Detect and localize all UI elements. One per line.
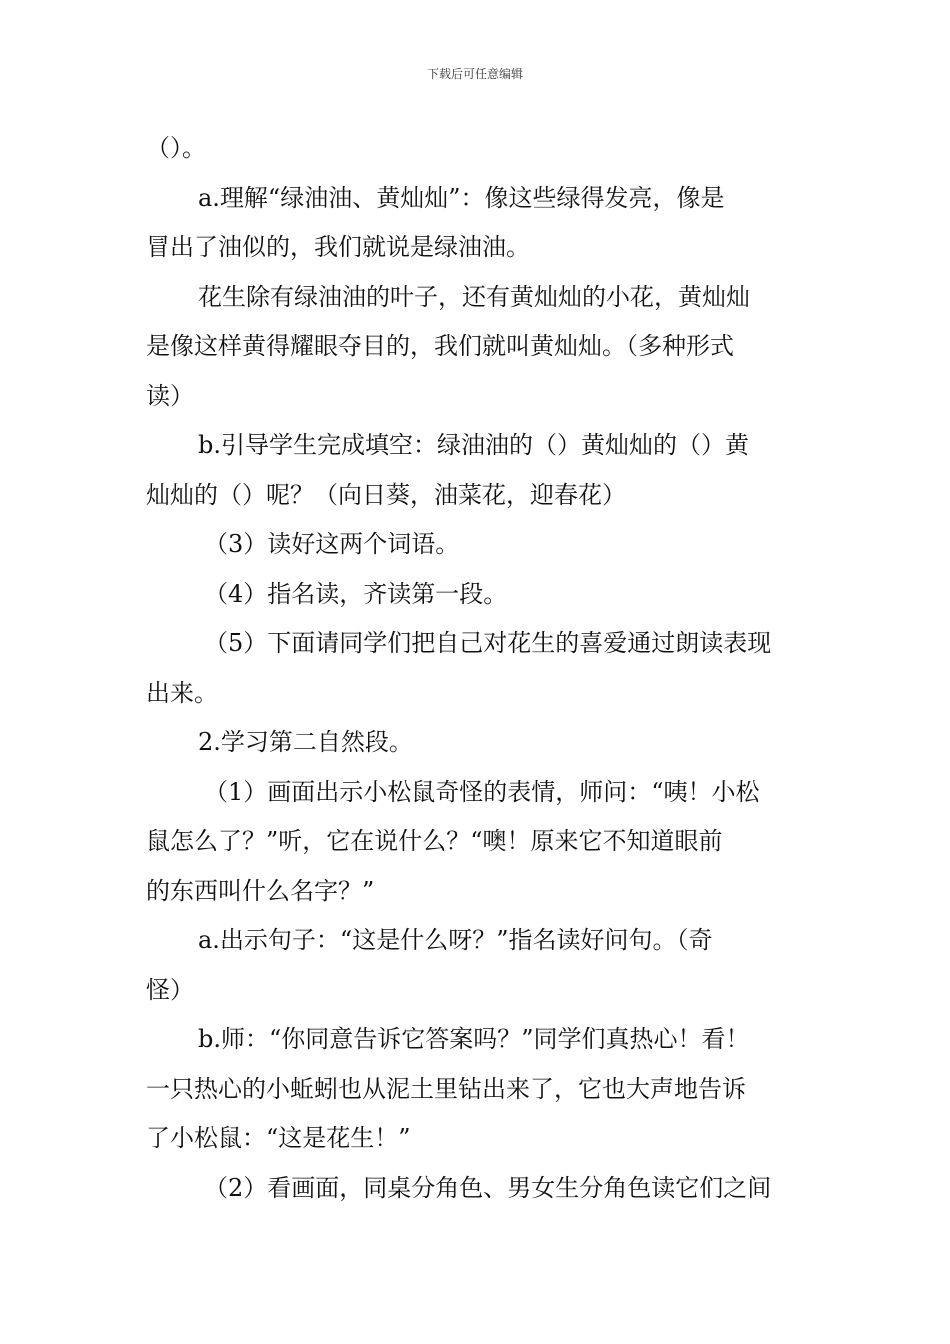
text-line: 花生除有绿油油的叶子，还有黄灿灿的小花，黄灿灿 — [198, 282, 750, 311]
text-line: 鼠怎么了？”听，它在说什么？“噢！原来它不知道眼前 — [146, 827, 723, 855]
text-line: 读） — [146, 381, 194, 410]
text-line: 是像这样黄得耀眼夺目的，我们就叫黄灿灿。（多种形式 — [146, 332, 734, 360]
text-line: 的东西叫什么名字？” — [146, 876, 375, 905]
document-body — [146, 124, 810, 1213]
text-line: （3）读好这两个词语。 — [204, 530, 460, 558]
text-line: a.出示句子：“这是什么呀？”指名读好问句。（奇 — [198, 926, 713, 954]
text-line: a.理解“绿油油、黄灿灿”：像这些绿得发亮，像是 — [198, 183, 725, 212]
text-line: （5）下面请同学们把自己对花生的喜爱通过朗读表现 — [204, 629, 772, 657]
text-line: 了小松鼠：“这是花生！” — [146, 1124, 411, 1152]
text-line: 怪） — [146, 975, 194, 1004]
text-line: b.师：“你同意告诉它答案吗？”同学们真热心！看！ — [198, 1025, 750, 1053]
text-line: （）。 — [146, 134, 206, 162]
text-line: （2）看画面，同桌分角色、男女生分角色读它们之间 — [204, 1173, 772, 1202]
text-line: 出来。 — [146, 678, 218, 707]
page-header: 下载后可任意编辑 — [426, 67, 523, 81]
text-line: 一只热心的小蚯蚓也从泥土里钻出来了，它也大声地告诉 — [146, 1074, 746, 1103]
text-line: 冒出了油似的，我们就说是绿油油。 — [146, 233, 530, 261]
text-line: （4）指名读，齐读第一段。 — [204, 579, 508, 608]
section-heading: 2.学习第二自然段。 — [198, 728, 413, 756]
text-line: （1）画面出示小松鼠奇怪的表情，师问：“咦！小松 — [204, 777, 760, 806]
text-line: b.引导学生完成填空：绿油油的（）黄灿灿的（）黄 — [198, 431, 749, 459]
text-line: 灿灿的（）呢？（向日葵，油菜花，迎春花） — [146, 480, 626, 509]
